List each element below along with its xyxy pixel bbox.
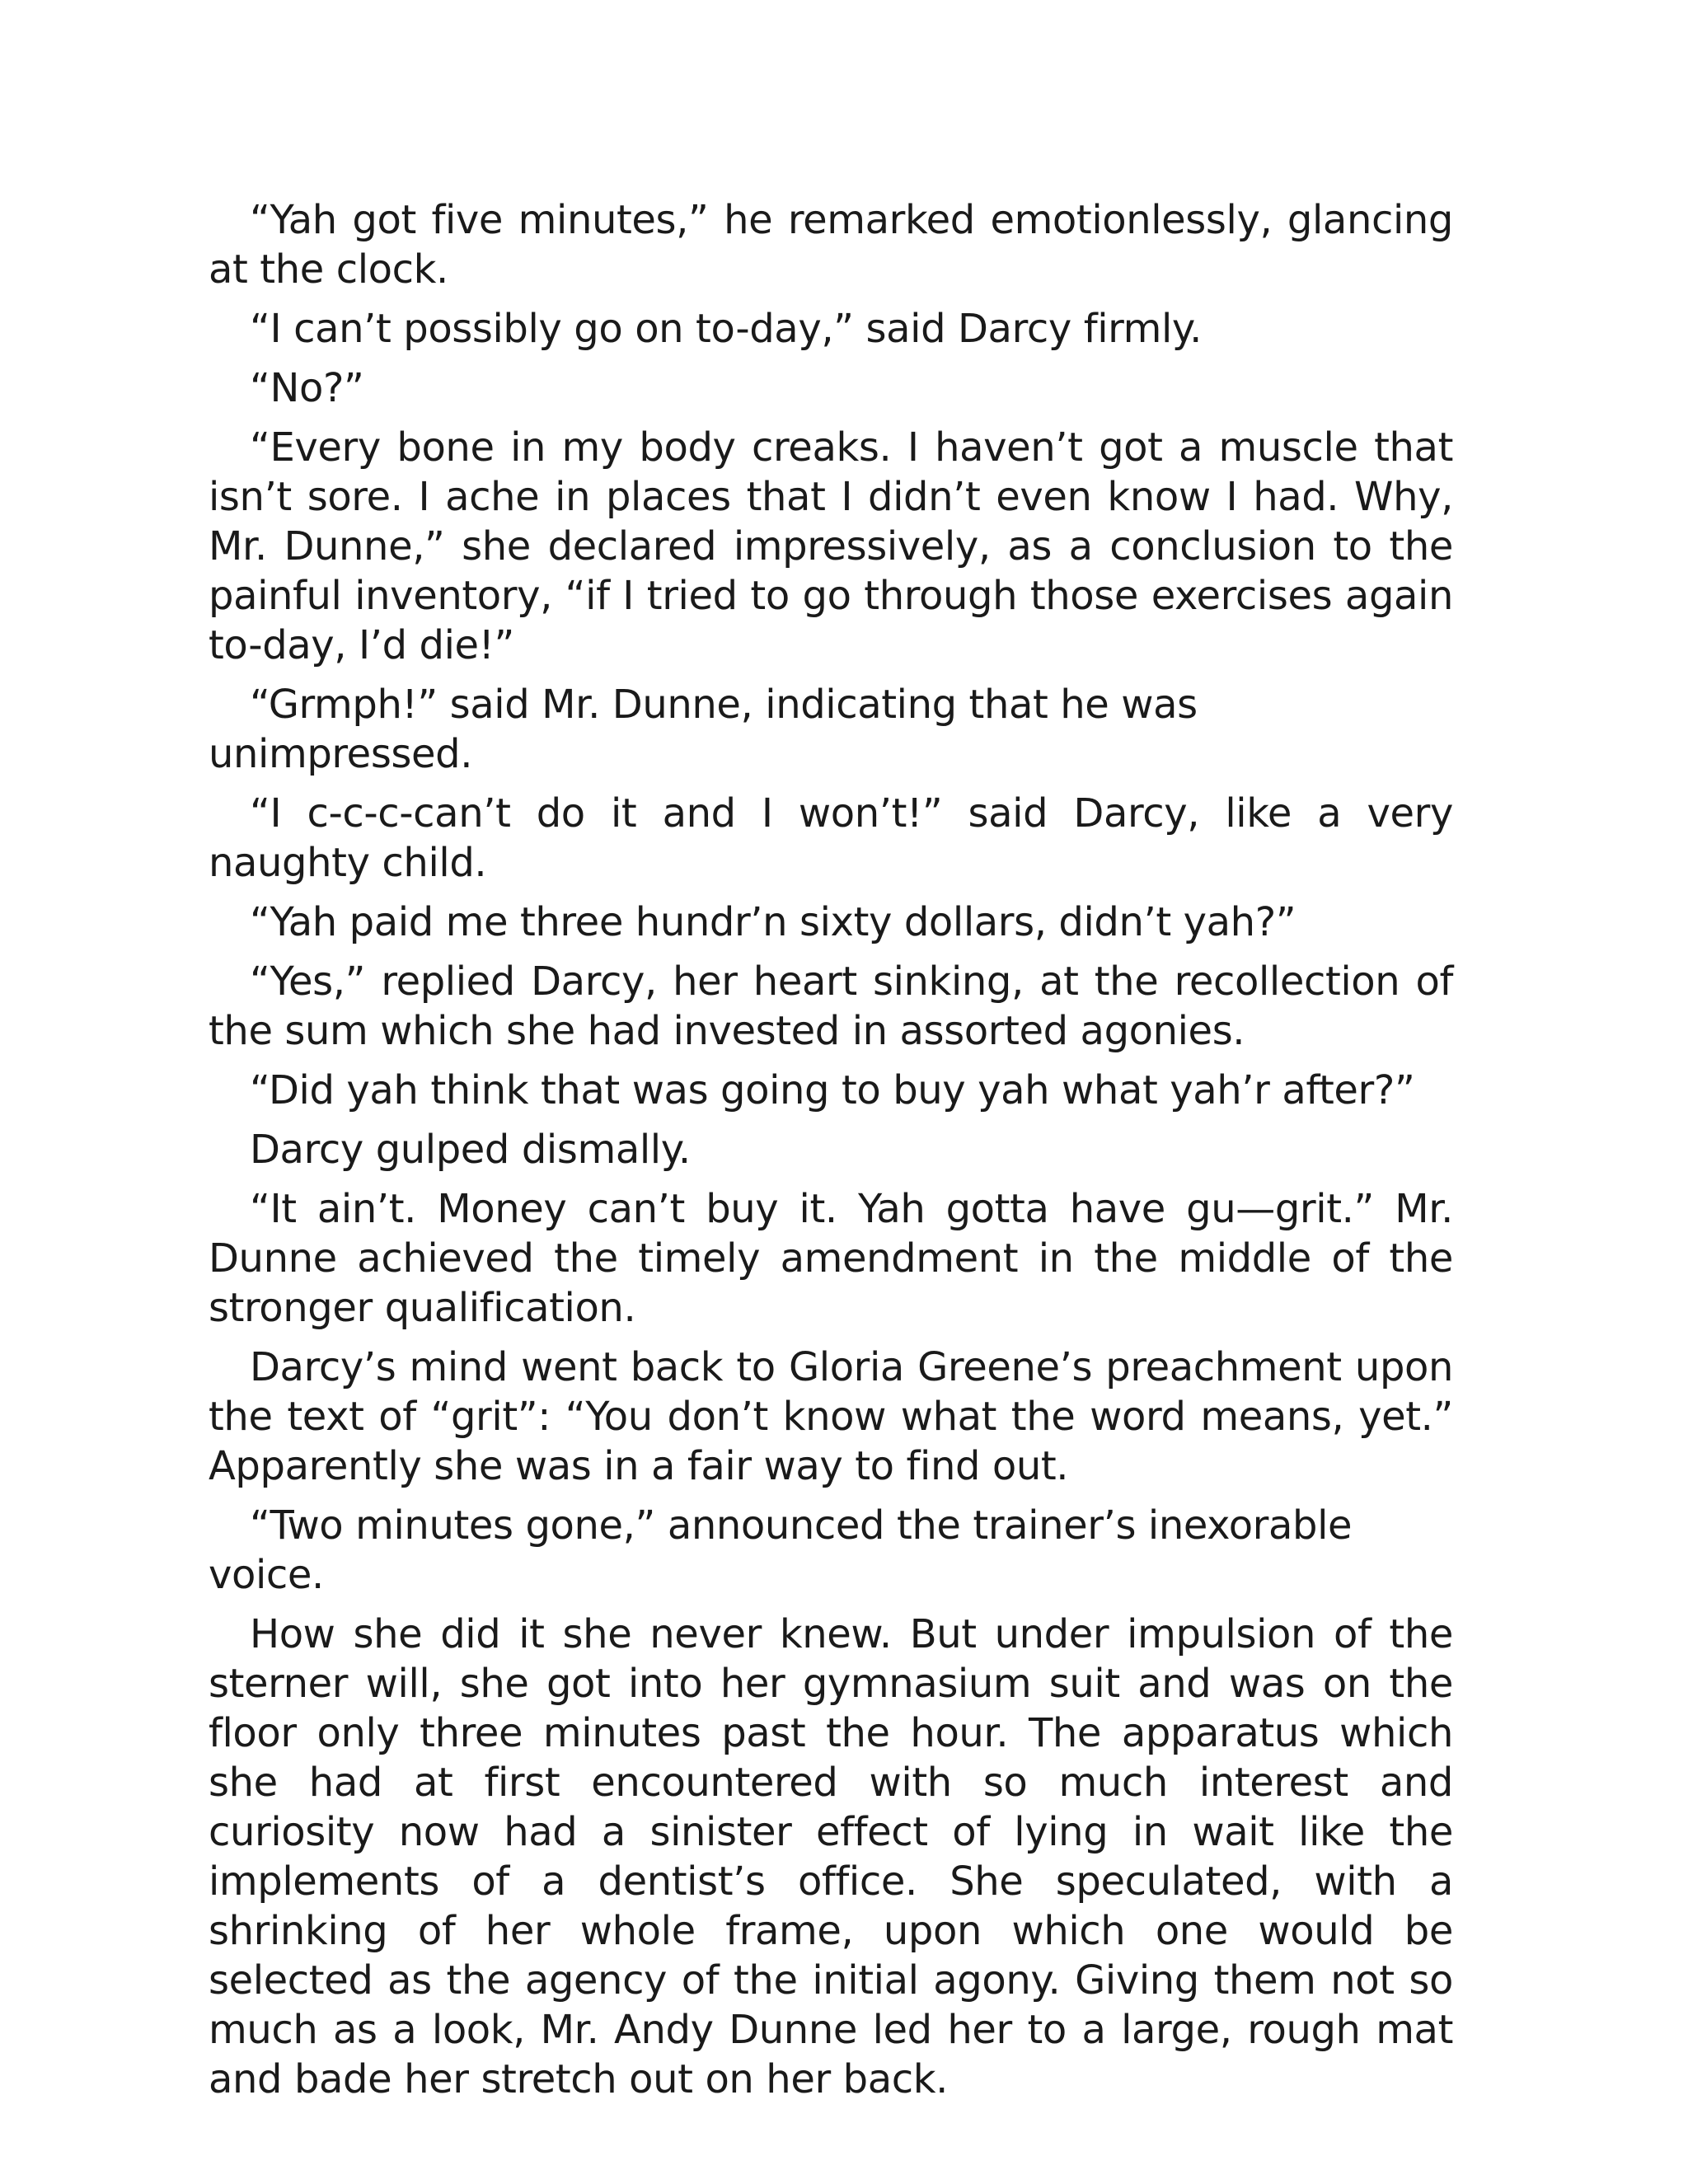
paragraph-10: Darcy gulped dismally.: [250, 1127, 691, 1173]
paragraph-14: How she did it she never knew. But under impulsion of the sterner will, she got into her gymnasium suit and was on the floor only three minutes past the hour. The apparatus which she had at first encountered with so much interest and curiosity now had a sinister effect of lying in wait like the implements of a dentist’s office. She speculated, with a shrinking of her whole frame, upon which one would be selected as the agency of the initial agony. Giving them not so much as a look, Mr. Andy Dunne led her to a large, rough mat and bade her stretch out on her back.: [209, 1611, 1453, 2102]
paragraph-12: Darcy’s mind went back to Gloria Greene’s preachment upon the text of “grit”: “You don’t know what the word means, yet.” Apparently she was in a fair way to find out.: [209, 1344, 1453, 1489]
paragraph-13: “Two minutes gone,” announced the trainer’s inexorable voice.: [209, 1502, 1353, 1598]
paragraph-3: “No?”: [250, 365, 364, 411]
paragraph-8: “Yes,” replied Darcy, her heart sinking, at the recollection of the sum which she had invested in assorted agonies.: [209, 958, 1453, 1054]
paragraph-1: “Yah got five minutes,” he remarked emotionlessly, glancing at the clock.: [209, 197, 1453, 293]
paragraph-7: “Yah paid me three hundr’n sixty dollars, didn’t yah?”: [250, 899, 1296, 945]
page-body: [209, 195, 1453, 2114]
paragraph-9: “Did yah think that was going to buy yah what yah’r after?”: [250, 1067, 1415, 1113]
paragraph-11: “It ain’t. Money can’t buy it. Yah gotta have gu—grit.” Mr. Dunne achieved the timely amendment in the middle of the stronger qualification.: [209, 1186, 1453, 1331]
paragraph-2: “I can’t possibly go on to-day,” said Darcy firmly.: [250, 306, 1202, 352]
paragraph-4: “Every bone in my body creaks. I haven’t got a muscle that isn’t sore. I ache in places that I didn’t even know I had. Why, Mr. Dunne,” she declared impressively, as a conclusion to the painful inventory, “if I tried to go through those exercises again to-day, I’d die!”: [209, 424, 1453, 668]
paragraph-6: “I c-c-c-can’t do it and I won’t!” said Darcy, like a very naughty child.: [209, 790, 1453, 886]
paragraph-5: “Grmph!” said Mr. Dunne, indicating that he was unimpressed.: [209, 682, 1198, 777]
